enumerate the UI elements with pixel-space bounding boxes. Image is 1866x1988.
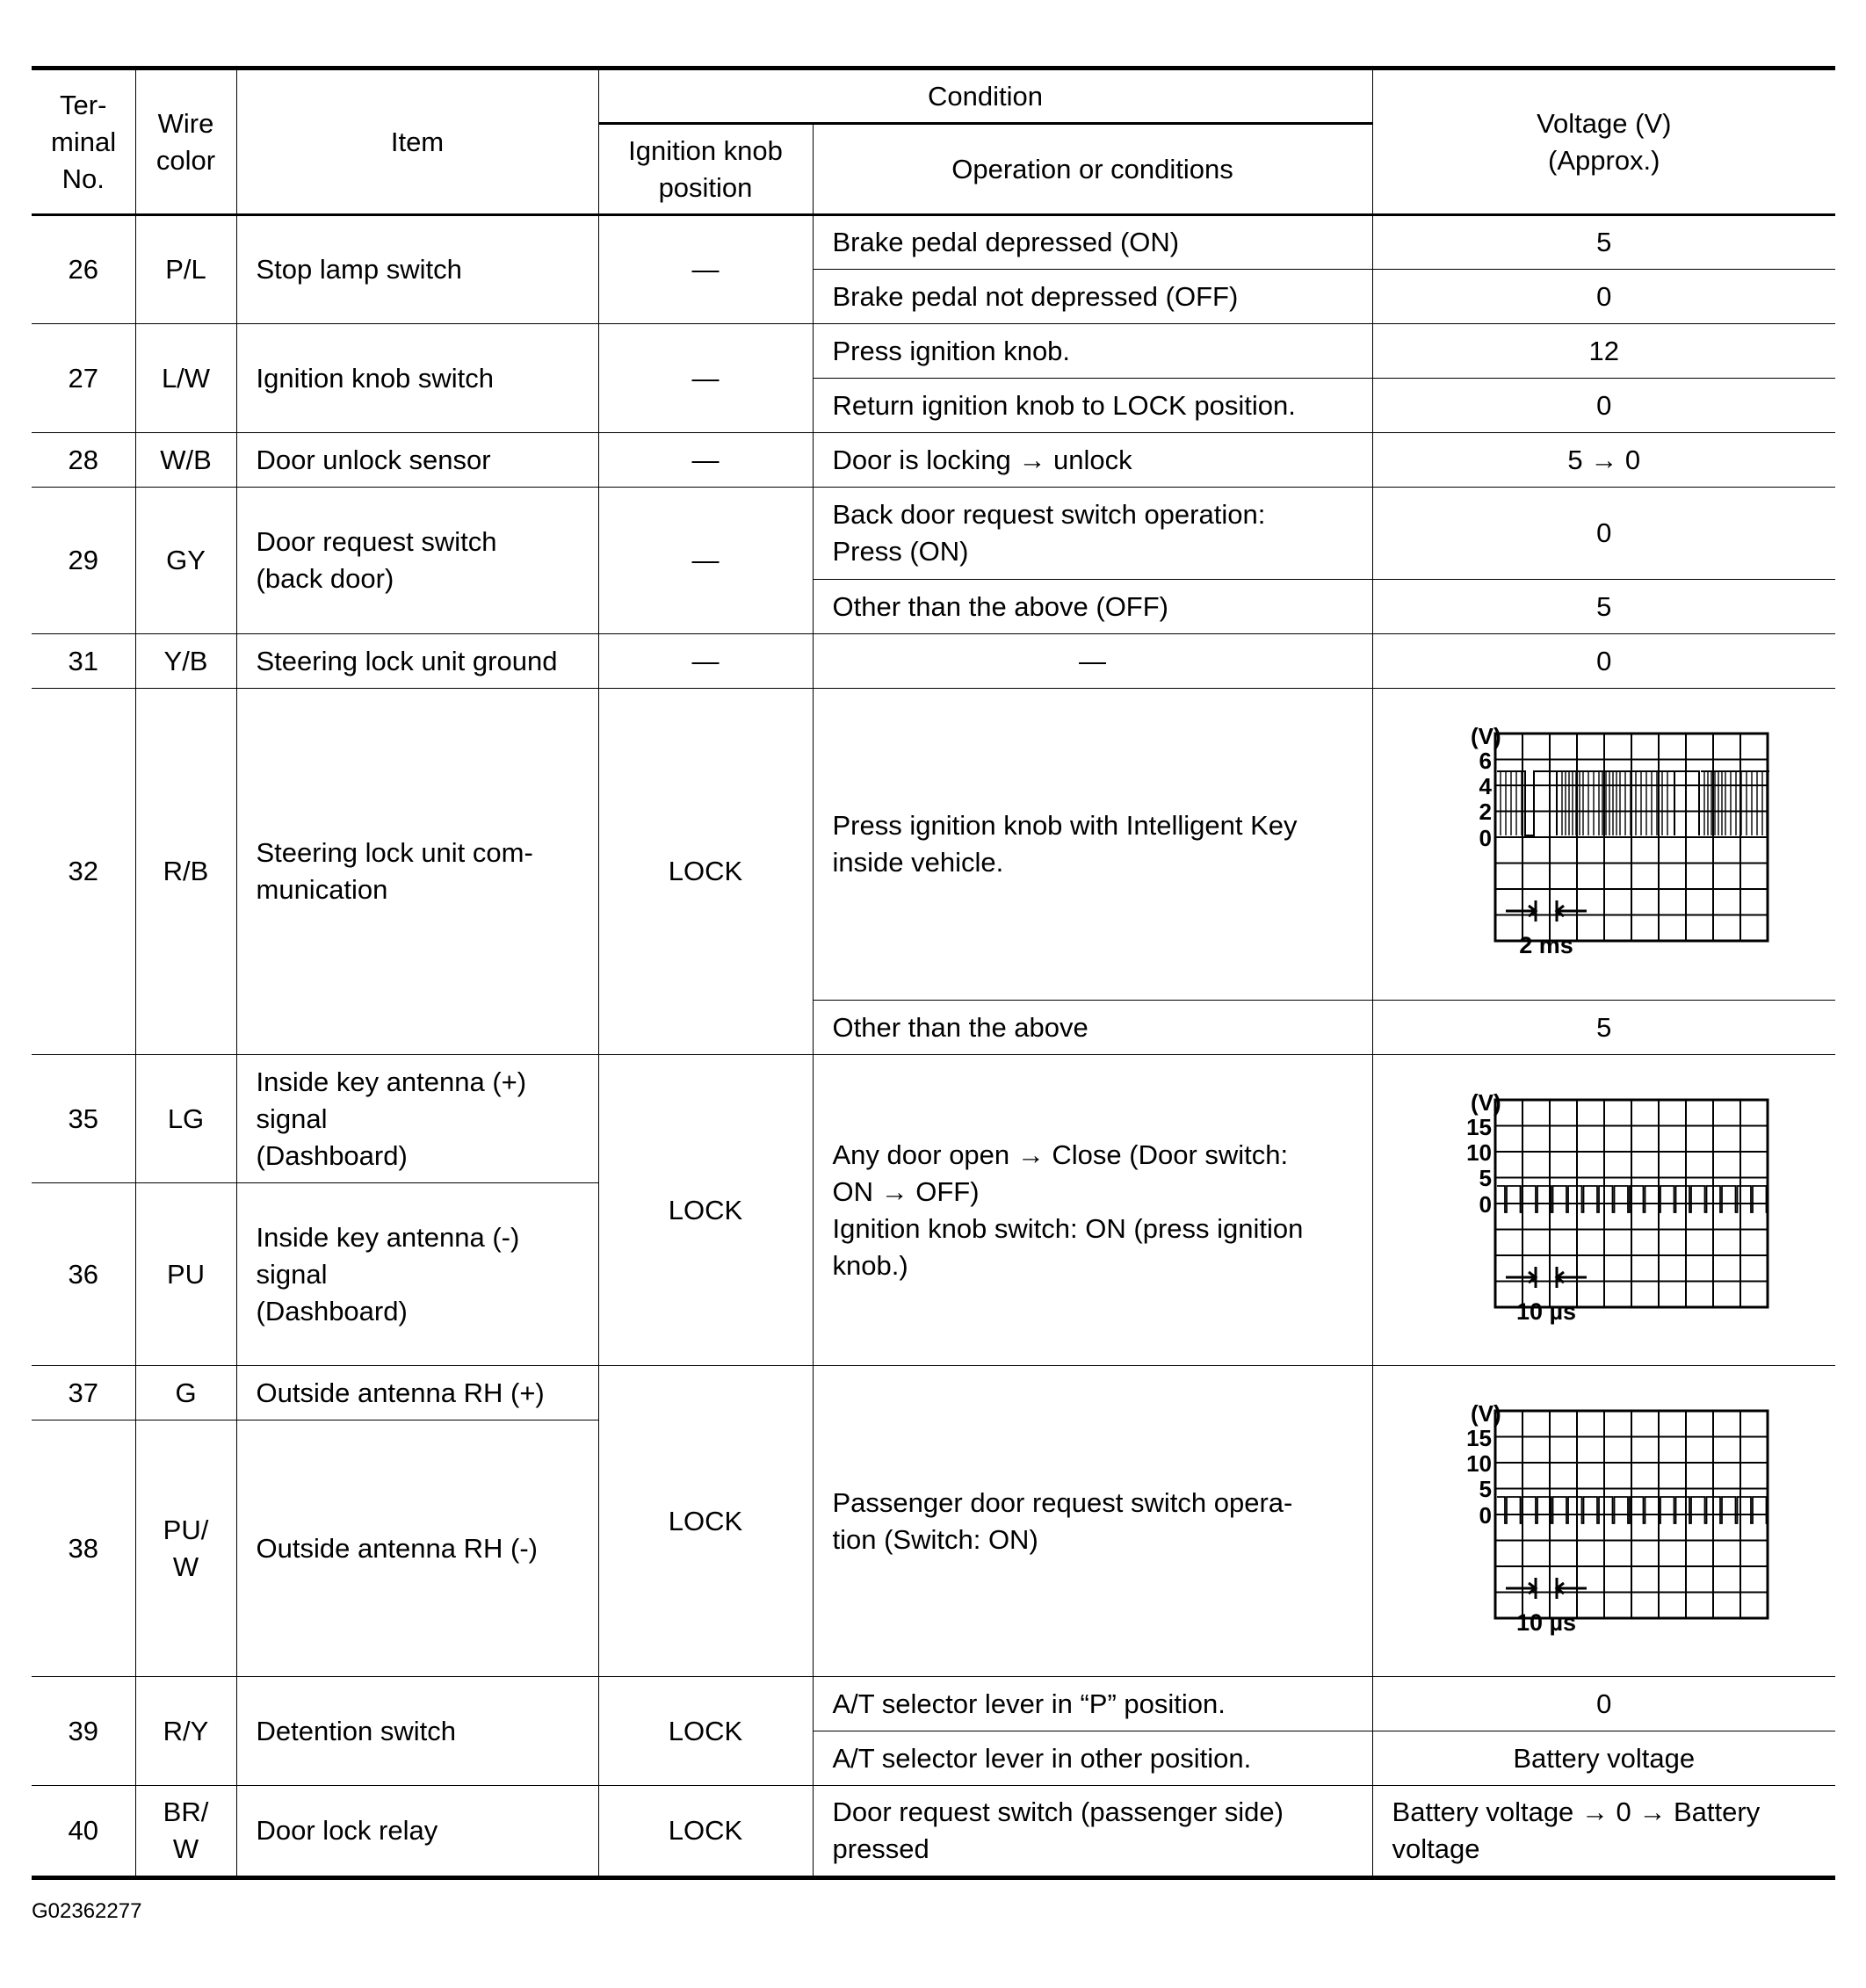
voltage-cell: 0: [1372, 634, 1835, 689]
waveform-scale-label: 10 µs: [1515, 1298, 1576, 1325]
voltage-waveform-cell: [1372, 689, 1835, 1001]
voltage-cell: 0: [1372, 1677, 1835, 1731]
figure-code: G02362277: [32, 1899, 142, 1923]
condition-cell: Other than the above: [813, 1001, 1372, 1055]
voltage-cell: 5: [1372, 580, 1835, 634]
waveform-tick-label: 10: [1465, 1139, 1492, 1166]
waveform-scale-anchor: [1529, 920, 1564, 921]
ignition-cell: LOCK: [598, 1677, 813, 1786]
voltage-cell: Battery voltage → 0 → Battery voltage: [1372, 1786, 1835, 1878]
item-cell: Steering lock unit com- munication: [236, 689, 598, 1055]
condition-cell: A/T selector lever in other position.: [813, 1731, 1372, 1786]
waveform-unit-label: (V): [1470, 1088, 1501, 1116]
header-operation-or-conditions: Operation or conditions: [813, 124, 1372, 215]
header-ignition-knob-position: Ignition knob position: [598, 124, 813, 215]
terminal-cell: 35: [32, 1055, 135, 1183]
condition-cell: Back door request switch operation: Press (ON): [813, 488, 1372, 580]
item-cell: Inside key antenna (+) signal (Dashboard): [236, 1055, 598, 1183]
voltage-cell: 0: [1372, 270, 1835, 324]
condition-cell: Any door open → Close (Door switch: ON → OFF) Ignition knob switch: ON (press ignition knob.): [813, 1055, 1372, 1366]
table-row: [32, 1786, 1835, 1878]
waveform-signal-trace: [1497, 1186, 1768, 1212]
waveform-tick-label: 4: [1479, 773, 1492, 799]
ignition-cell: LOCK: [598, 1366, 813, 1677]
waveform-tick-label: 5: [1479, 1164, 1492, 1191]
table-row: [32, 324, 1835, 379]
ignition-cell: LOCK: [598, 689, 813, 1055]
waveform-scale-arrows: [1506, 1578, 1587, 1599]
table-row: [32, 1055, 1835, 1183]
waveform-scale-label: 10 µs: [1515, 1608, 1576, 1636]
terminal-cell: 38: [32, 1421, 135, 1677]
wire-color-cell: R/B: [135, 689, 236, 1055]
waveform-signal-trace: [1497, 1497, 1768, 1523]
waveform-tick-label: 0: [1479, 1501, 1492, 1529]
table-row: [32, 215, 1835, 270]
wire-color-cell: L/W: [135, 324, 236, 433]
waveform-tick-label: 15: [1465, 1113, 1492, 1140]
wire-color-cell: W/B: [135, 433, 236, 488]
header-wire-color: Wire color: [135, 69, 236, 215]
terminal-cell: 29: [32, 488, 135, 634]
waveform-tick-label: 10: [1465, 1449, 1492, 1477]
table-row: [32, 634, 1835, 689]
voltage-cell: 0: [1372, 379, 1835, 433]
terminal-cell: 32: [32, 689, 135, 1055]
wire-color-cell: BR/ W: [135, 1786, 236, 1878]
wire-color-cell: GY: [135, 488, 236, 634]
ignition-cell: LOCK: [598, 1786, 813, 1878]
condition-cell: Other than the above (OFF): [813, 580, 1372, 634]
wire-color-cell: G: [135, 1366, 236, 1421]
terminal-cell: 36: [32, 1183, 135, 1366]
condition-cell: Press ignition knob.: [813, 324, 1372, 379]
wire-color-cell: PU/ W: [135, 1421, 236, 1677]
wire-color-cell: LG: [135, 1055, 236, 1183]
voltage-cell: 5: [1372, 1001, 1835, 1055]
waveform-tick-label: 0: [1479, 1190, 1492, 1218]
ignition-cell: —: [598, 488, 813, 634]
item-cell: Ignition knob switch: [236, 324, 598, 433]
waveform-oscillogram-10us: [1437, 1399, 1771, 1645]
table-row: [32, 1366, 1835, 1421]
ignition-cell: —: [598, 433, 813, 488]
item-cell: Door unlock sensor: [236, 433, 598, 488]
table-row: [32, 488, 1835, 580]
item-cell: Door lock relay: [236, 1786, 598, 1878]
table-row: [32, 433, 1835, 488]
waveform-signal-pulses: [1501, 771, 1767, 835]
voltage-waveform-cell: [1372, 1366, 1835, 1677]
waveform-scale-arrows: [1506, 1267, 1587, 1288]
item-cell: Steering lock unit ground: [236, 634, 598, 689]
voltage-waveform-cell: [1372, 1055, 1835, 1366]
condition-cell: Brake pedal depressed (ON): [813, 215, 1372, 270]
terminal-cell: 31: [32, 634, 135, 689]
condition-cell: Door request switch (passenger side) pressed: [813, 1786, 1372, 1878]
table-row: [32, 1677, 1835, 1731]
ignition-cell: —: [598, 215, 813, 324]
wire-color-cell: Y/B: [135, 634, 236, 689]
condition-cell: —: [813, 634, 1372, 689]
condition-cell: Return ignition knob to LOCK position.: [813, 379, 1372, 433]
item-cell: Door request switch (back door): [236, 488, 598, 634]
voltage-cell: 5: [1372, 215, 1835, 270]
terminal-cell: 39: [32, 1677, 135, 1786]
header-condition: Condition: [598, 69, 1372, 124]
item-cell: Outside antenna RH (+): [236, 1366, 598, 1421]
item-cell: Detention switch: [236, 1677, 598, 1786]
waveform-tick-label: 5: [1479, 1475, 1492, 1502]
waveform-signal-trace: [1497, 771, 1769, 835]
terminal-cell: 40: [32, 1786, 135, 1878]
wire-color-cell: P/L: [135, 215, 236, 324]
header-terminal-no: Ter- minal No.: [32, 69, 135, 215]
condition-cell: Door is locking → unlock: [813, 433, 1372, 488]
item-cell: Inside key antenna (-) signal (Dashboard): [236, 1183, 598, 1366]
item-cell: Outside antenna RH (-): [236, 1421, 598, 1677]
waveform-tick-label: 6: [1479, 748, 1492, 774]
header-item: Item: [236, 69, 598, 215]
terminal-cell: 26: [32, 215, 135, 324]
voltage-cell: 12: [1372, 324, 1835, 379]
table-row: [32, 689, 1835, 1001]
item-cell: Stop lamp switch: [236, 215, 598, 324]
header-voltage: Voltage (V) (Approx.): [1372, 69, 1835, 215]
condition-cell: Press ignition knob with Intelligent Key inside vehicle.: [813, 689, 1372, 1001]
waveform-oscillogram-2ms: [1437, 721, 1771, 967]
terminal-cell: 27: [32, 324, 135, 433]
terminal-table: [32, 66, 1835, 1880]
voltage-cell: 5 → 0: [1372, 433, 1835, 488]
voltage-cell: 0: [1372, 488, 1835, 580]
waveform-oscillogram-10us: [1437, 1088, 1771, 1334]
condition-cell: Passenger door request switch opera- tion (Switch: ON): [813, 1366, 1372, 1677]
waveform-scale-label: 2 ms: [1518, 932, 1573, 958]
waveform-unit-label: (V): [1470, 1399, 1501, 1427]
ignition-cell: —: [598, 634, 813, 689]
wire-color-cell: R/Y: [135, 1677, 236, 1786]
waveform-tick-label: 0: [1479, 825, 1492, 851]
waveform-tick-label: 15: [1465, 1424, 1492, 1451]
ignition-cell: LOCK: [598, 1055, 813, 1366]
waveform-scale-arrows: [1506, 900, 1587, 922]
voltage-cell: Battery voltage: [1372, 1731, 1835, 1786]
condition-cell: A/T selector lever in “P” position.: [813, 1677, 1372, 1731]
waveform-unit-label: (V): [1470, 723, 1501, 749]
terminal-cell: 37: [32, 1366, 135, 1421]
condition-cell: Brake pedal not depressed (OFF): [813, 270, 1372, 324]
wire-color-cell: PU: [135, 1183, 236, 1366]
waveform-tick-label: 2: [1479, 799, 1492, 825]
terminal-cell: 28: [32, 433, 135, 488]
ignition-cell: —: [598, 324, 813, 433]
